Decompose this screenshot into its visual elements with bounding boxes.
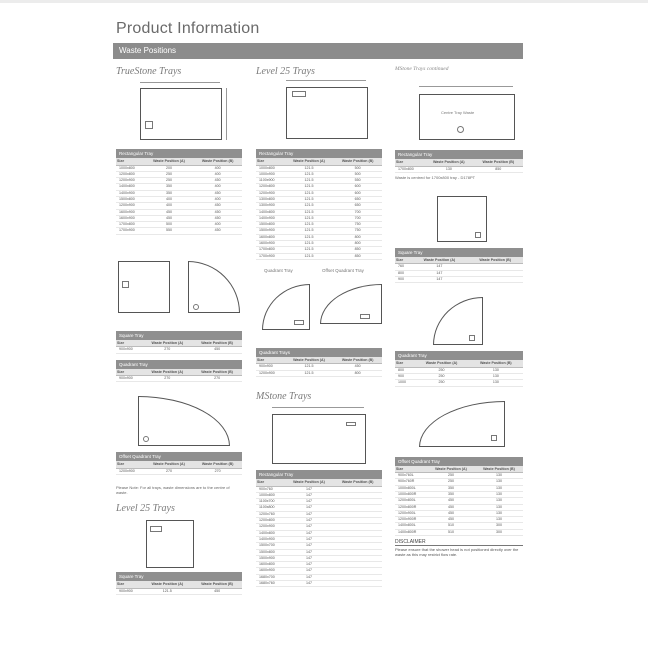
table-cell: 750 [333,222,382,228]
table-cell: 1200x760 [256,511,285,517]
table-cell: 130 [475,498,523,504]
mstone-quadrant-drawing [395,289,523,349]
level25-quad-table [256,357,382,377]
table-row [256,253,382,259]
col-header: Size [116,461,145,468]
table-cell: 130 [475,504,523,510]
table-cell: 400 [145,196,194,202]
table-row [116,376,242,382]
table-cell: 130 [469,373,523,379]
table-cell: 270 [145,468,194,474]
table-cell: 1100x800 [256,505,285,511]
mstone-rect-table-block [256,470,382,587]
table-cell: 1680x760 [256,581,285,587]
table-cell: 147 [285,511,334,517]
square-table [116,340,242,354]
table-cell: 450 [193,228,242,234]
table-cell: 1200x900 [256,190,285,196]
table-cell: 1000x800 [256,492,285,498]
table-cell: 121.5 [285,196,334,202]
col-header: Size [256,158,285,165]
table-cell: 800 [333,241,382,247]
table-cell: 250 [414,373,468,379]
col-header: Size [256,479,285,486]
table-row [116,228,242,234]
table-cell: 1100x900 [256,178,285,184]
table-cell: 850 [333,247,382,253]
section-heading-level25: Level 25 Trays [116,503,175,515]
table-cell: 300 [475,523,523,529]
col-header: Size [116,369,142,376]
table-cell: 700 [333,215,382,221]
table-cell: 121.5 [285,228,334,234]
table-cell: 1600x900 [116,215,145,221]
table-cell: 800 [333,234,382,240]
col-header: Waste Position (A) [145,158,194,165]
section-heading-mstone-cont: MStone Trays continued [395,66,449,72]
table-cell: 1500x900 [256,228,285,234]
table-cell: 450 [427,498,475,504]
col-header: Waste Position (B) [474,159,523,166]
offset-table [116,461,242,475]
table-cell: 900 [395,276,412,282]
col-header: Size [395,257,412,264]
level25-square-table [116,581,242,595]
table-cell: 147 [412,276,468,282]
table-cell: 270 [193,468,242,474]
table-cell: 121.5 [285,247,334,253]
table-cell: 500 [145,222,194,228]
table-cell: 300 [475,529,523,535]
table-cell: 900x760 [256,486,285,492]
level25-rect-table [256,158,382,260]
table-cell: 121.5 [142,588,192,594]
table-cell: 850 [333,253,382,259]
table-cell: 121.5 [285,234,334,240]
col-header: Waste Position (A) [285,357,334,364]
mstone-centre-table-block [395,150,523,173]
col-header: Size [395,360,414,367]
col-header: Waste Position (A) [285,158,334,165]
table-cell: 1600x800 [256,234,285,240]
col-header: Waste Position (B) [193,461,242,468]
table-cell: 147 [285,505,334,511]
col-header: Waste Position (A) [427,466,475,473]
table-cell: 250 [427,479,475,485]
top-divider [0,0,648,3]
column-1 [116,66,242,595]
table-cell: 700 [333,209,382,215]
table-cell: 450 [145,215,194,221]
level25-rect-drawing [256,77,382,147]
table-cell: 270 [192,376,242,382]
table-cell: 250 [145,171,194,177]
disclaimer-title: DISCLAIMER [395,540,523,546]
col-header: Waste Position (B) [333,158,382,165]
table-cell: 147 [412,270,468,276]
mstone-offset-table-block [395,457,523,536]
table-cell: 130 [475,473,523,479]
table-cell: 1400x900 [116,190,145,196]
table-cell: 147 [285,574,334,580]
table-cell: 400 [193,184,242,190]
table-cell: 121.5 [285,370,334,376]
table-cell: 121.5 [285,203,334,209]
table-row [116,347,242,353]
mstone-square-table [395,257,523,283]
table-cell: 250 [427,473,475,479]
table-row [116,468,242,474]
table-cell: 1000x800R [395,491,427,497]
mstone-quad-table-block [395,351,523,386]
table-cell: 130 [475,510,523,516]
table-cell: 1200x800 [116,171,145,177]
table-cell: 450 [427,517,475,523]
table-cell [467,276,523,282]
table-row [395,166,523,172]
table-cell: 650 [333,196,382,202]
table-cell: 350 [427,491,475,497]
col-header: Size [116,581,142,588]
table-cell: 510 [427,523,475,529]
square-table-block [116,331,242,354]
table-cell: 600 [333,190,382,196]
table-cell: 1600x900 [256,568,285,574]
mstone-offset-drawing [395,393,523,455]
table-cell: 450 [333,364,382,370]
waste-note: Please Note: For all trays, waste dimensions are to the centre of waste. [116,485,230,496]
table-cell: 1200x900 [256,524,285,530]
col-header: Waste Position (B) [193,158,242,165]
table-cell: 400 [193,196,242,202]
table-cell: 1200x900 [116,178,145,184]
section-heading-level25-rect: Level 25 Trays [256,66,315,77]
table-title: Quadrant Tray [395,351,523,360]
table-cell: 121.5 [285,209,334,215]
col-header: Waste Position (B) [192,340,242,347]
table-cell: 1200x800 [256,518,285,524]
offset-quadrant-drawing [116,390,242,450]
table-cell: 250 [414,367,468,373]
table-cell: 800 [395,270,412,276]
table-cell: 760 [395,264,412,270]
table-cell: 1000 [395,380,414,386]
table-cell: 350 [145,184,194,190]
table-cell: 147 [285,568,334,574]
table-cell: 1500x800 [256,222,285,228]
table-title: Square Tray [116,331,242,340]
table-cell: 121.5 [285,165,334,171]
centre-waste-label: Centre Tray Waste [441,110,475,115]
col-header: Waste Position (A) [412,257,468,264]
rect-table [116,158,242,235]
table-cell: 550 [333,178,382,184]
offset-table-block [116,452,242,475]
table-cell: 650 [333,203,382,209]
table-cell: 1500x900 [256,555,285,561]
table-cell: 1200x900 [116,468,145,474]
col-header: Waste Position (B) [475,466,523,473]
quadrant-caption: Quadrant Tray [264,267,293,273]
table-row [395,276,523,282]
level25-square-drawing [116,514,242,570]
table-cell: 1000x800 [256,165,285,171]
table-cell: 270 [142,376,192,382]
section-band: Waste Positions [113,43,523,59]
table-cell: 400 [193,222,242,228]
table-cell: 1400x900 [256,536,285,542]
table-cell: 1200x900 [116,203,145,209]
table-cell: 1680x700 [256,574,285,580]
table-cell: 400 [193,165,242,171]
table-row [256,370,382,376]
table-cell: 450 [192,588,242,594]
table-cell: 1200x900L [395,510,427,516]
table-row [256,581,382,587]
table-cell: 130 [475,479,523,485]
waste-marker [145,121,153,129]
table-cell: 121.5 [285,178,334,184]
table-cell: 800 [395,367,414,373]
table-cell: 121.5 [285,364,334,370]
table-cell: 130 [475,491,523,497]
table-title: Rectangular Tray [116,149,242,158]
table-cell: 1200x800L [395,498,427,504]
table-cell: 450 [193,209,242,215]
col-header: Size [395,159,424,166]
rect-tray-drawing [116,77,242,147]
table-cell: 1700x800 [116,222,145,228]
col-header: Size [116,158,145,165]
table-title: Quadrant Tray [116,360,242,369]
col-header: Waste Position (A) [285,479,334,486]
table-cell: 1600x900 [256,241,285,247]
col-header: Waste Position (B) [333,357,382,364]
table-cell: 147 [285,486,334,492]
col-header: Waste Position (B) [469,360,523,367]
table-cell: 850 [474,166,523,172]
table-cell: 1100x700 [256,499,285,505]
disclaimer [395,540,523,557]
table-cell: 1700x800 [256,247,285,253]
table-cell: 1200x900 [256,370,285,376]
mstone-centre-table [395,159,523,173]
table-row [395,529,523,535]
table-cell: 450 [193,215,242,221]
table-cell: 1200x900R [395,517,427,523]
table-cell: 900x760L [395,473,427,479]
table-cell: 750 [333,228,382,234]
table-cell: 400 [145,203,194,209]
table-cell: 450 [193,203,242,209]
table-title: Square Tray [395,248,523,257]
section-heading-mstone: MStone Trays [256,391,312,403]
square-quadrant-drawings [116,249,242,329]
table-cell: 450 [427,510,475,516]
mstone-rect-drawing [256,402,382,468]
table-cell: 400 [193,171,242,177]
table-cell: 147 [285,543,334,549]
table-cell: 270 [142,347,192,353]
table-title: Rectangular Tray [395,150,523,159]
table-row [116,588,242,594]
table-title: Rectangular Tray [256,470,382,479]
col-header: Waste Position (B) [192,581,242,588]
table-cell: 130 [475,517,523,523]
table-cell: 121.5 [285,184,334,190]
table-cell: 147 [412,264,468,270]
table-cell: 1000x800L [395,485,427,491]
col-header: Size [116,340,142,347]
col-header: Waste Position (A) [142,581,192,588]
table-cell: 500 [333,171,382,177]
table-cell: 1000x900 [256,171,285,177]
table-cell: 147 [285,530,334,536]
disclaimer-text: Please ensure that the shower head is not positioned directly over the waste as this may restrict flow rate. [395,547,519,558]
mstone-rect-table [256,479,382,587]
table-cell: 1600x900 [116,209,145,215]
table-cell: 900x900 [116,588,142,594]
quadrant-table-block [116,360,242,383]
table-cell: 450 [193,178,242,184]
table-cell: 450 [427,504,475,510]
table-cell: 147 [285,536,334,542]
page-title: Product Information [116,20,260,37]
level25-square-table-block [116,572,242,595]
table-cell: 1700x900 [116,228,145,234]
table-cell: 550 [145,228,194,234]
table-row [395,380,523,386]
mstone-square-drawing [395,186,523,246]
table-title: Rectangular Tray [256,149,382,158]
table-cell: 1300x800 [256,196,285,202]
mstone-square-table-block [395,248,523,283]
table-cell: 900x900 [116,376,142,382]
table-cell: 121.5 [285,190,334,196]
table-cell: 450 [145,209,194,215]
mstone-centre-drawing [395,72,523,148]
table-cell: 121.5 [285,215,334,221]
col-header: Size [256,357,285,364]
table-cell: 121.5 [285,171,334,177]
col-header: Waste Position (A) [142,340,192,347]
centre-waste-note: Waste is centred for 1700x800 tray - D178PT [395,174,476,180]
table-cell: 450 [193,190,242,196]
table-cell: 1000x800 [116,165,145,171]
table-cell: 1400x800R [395,529,427,535]
col-header: Waste Position (B) [333,479,382,486]
table-cell: 250 [145,178,194,184]
col-header: Waste Position (B) [467,257,523,264]
table-cell: 1400x800 [256,209,285,215]
table-cell: 130 [469,367,523,373]
table-cell: 450 [192,347,242,353]
column-3 [395,66,523,557]
table-cell: 510 [427,529,475,535]
table-title: Quadrant Trays [256,348,382,357]
table-cell: 1500x700 [256,543,285,549]
table-cell: 900x900 [256,364,285,370]
rect-table-block [116,149,242,235]
table-cell: 1500x800 [256,549,285,555]
level25-quadrant-drawings [256,268,382,346]
table-title: Offset Quadrant Tray [395,457,523,466]
level25-quad-table-block [256,348,382,377]
table-cell: 1600x800 [256,562,285,568]
table-cell: 1700x800 [395,166,424,172]
table-cell: 130 [469,380,523,386]
table-cell: 900x900 [116,347,142,353]
table-cell: 500 [333,165,382,171]
table-cell: 147 [285,492,334,498]
table-cell: 900x760R [395,479,427,485]
table-cell: 147 [285,499,334,505]
table-cell: 1200x800R [395,504,427,510]
table-cell: 1500x800 [116,196,145,202]
table-cell: 1400x800 [116,184,145,190]
col-header: Size [395,466,427,473]
table-cell: 250 [414,380,468,386]
table-cell: 1400x900 [256,215,285,221]
table-cell: 350 [145,190,194,196]
table-cell: 147 [285,549,334,555]
offset-caption: Offset Quadrant Tray [322,267,364,273]
table-cell: 1400x800L [395,523,427,529]
col-header: Waste Position (A) [424,159,473,166]
table-cell: 147 [285,555,334,561]
col-header: Waste Position (A) [414,360,468,367]
table-cell: 147 [285,524,334,530]
table-cell: 1700x900 [256,253,285,259]
table-cell: 900 [395,373,414,379]
mstone-quad-table [395,360,523,386]
table-title: Offset Quadrant Tray [116,452,242,461]
table-cell: 130 [475,485,523,491]
table-cell: 130 [424,166,473,172]
table-cell: 350 [427,485,475,491]
table-cell: 600 [333,184,382,190]
table-cell: 147 [285,562,334,568]
table-cell: 1300x900 [256,203,285,209]
mstone-offset-table [395,466,523,536]
table-cell: 121.5 [285,253,334,259]
quadrant-table [116,369,242,383]
table-cell: 800 [333,370,382,376]
table-cell: 121.5 [285,222,334,228]
col-header: Waste Position (A) [142,369,192,376]
table-cell: 147 [285,581,334,587]
section-heading-truestone: TrueStone Trays [116,66,182,77]
col-header: Waste Position (A) [145,461,194,468]
table-cell: 1400x800 [256,530,285,536]
table-cell: 200 [145,165,194,171]
table-cell [333,581,382,587]
table-cell: 1200x800 [256,184,285,190]
table-cell: 121.5 [285,241,334,247]
col-header: Waste Position (B) [192,369,242,376]
column-2 [256,66,382,587]
level25-rect-table-block [256,149,382,260]
table-cell: 147 [285,518,334,524]
table-title: Square Tray [116,572,242,581]
